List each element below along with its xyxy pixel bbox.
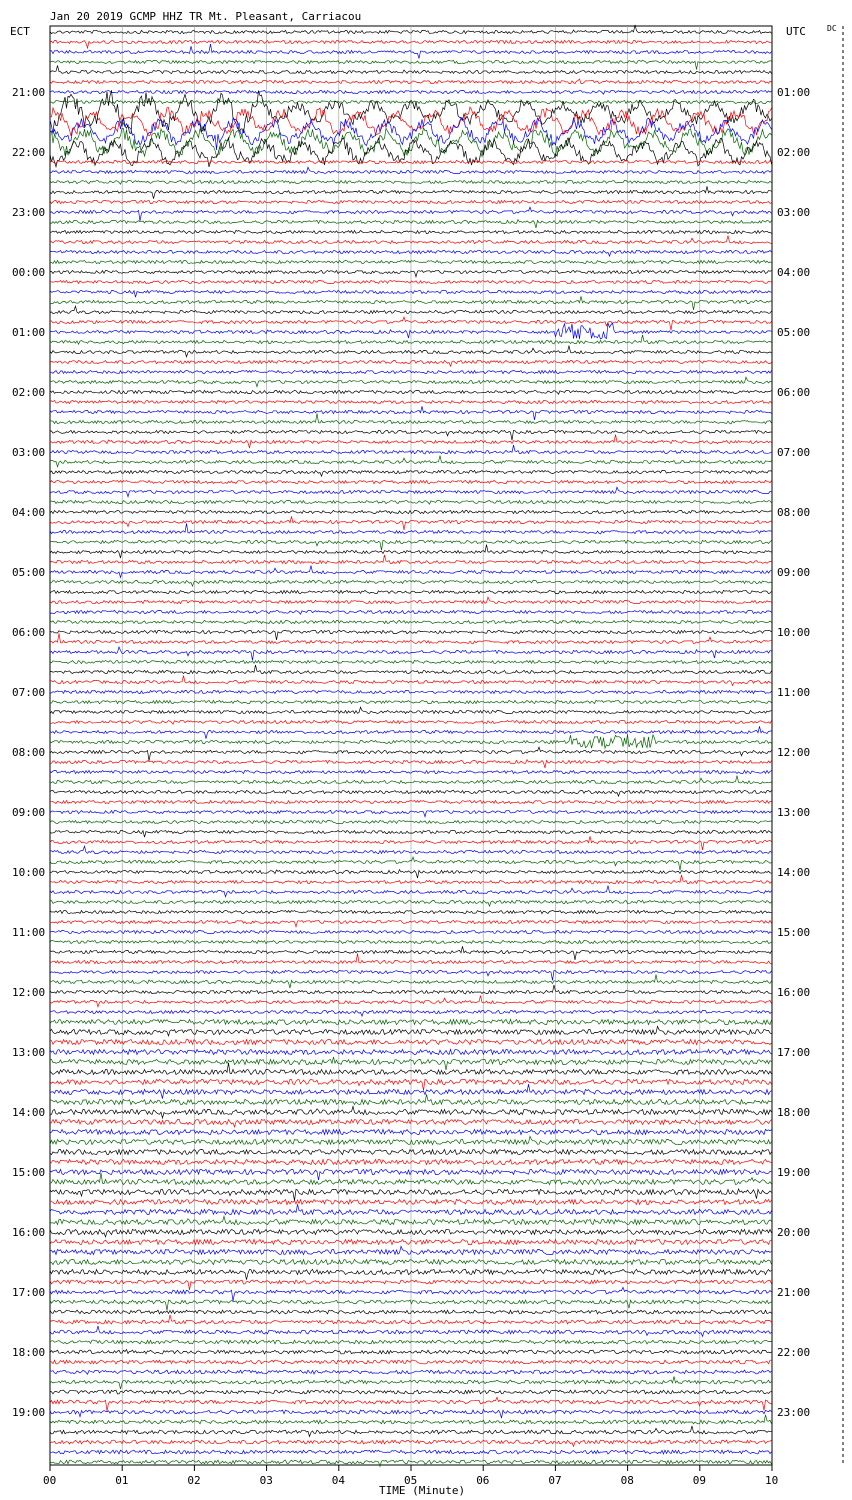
- left-hour-label: 23:00: [12, 206, 46, 219]
- left-hour-label: 05:00: [12, 566, 46, 579]
- right-hour-label: 09:00: [777, 566, 811, 579]
- left-hour-label: 00:00: [12, 266, 46, 279]
- left-hour-label: 18:00: [12, 1346, 46, 1359]
- left-hour-label: 15:00: [12, 1166, 46, 1179]
- left-hour-label: 08:00: [12, 746, 46, 759]
- right-hour-label: 11:00: [777, 686, 811, 699]
- right-hour-label: 20:00: [777, 1226, 811, 1239]
- right-hour-label: 04:00: [777, 266, 811, 279]
- right-timezone-label: UTC: [786, 25, 806, 38]
- right-hour-label: 18:00: [777, 1106, 811, 1119]
- right-hour-label: 13:00: [777, 806, 811, 819]
- x-tick-label: 08: [620, 1474, 634, 1487]
- x-tick-label: 04: [331, 1474, 346, 1487]
- left-hour-label: 19:00: [12, 1406, 46, 1419]
- x-axis-label: TIME (Minute): [379, 1484, 466, 1497]
- x-tick-label: 01: [115, 1474, 129, 1487]
- right-hour-label: 02:00: [777, 146, 811, 159]
- left-hour-label: 16:00: [12, 1226, 46, 1239]
- right-hour-label: 22:00: [777, 1346, 811, 1359]
- left-hour-label: 01:00: [12, 326, 46, 339]
- right-hour-label: 01:00: [777, 86, 811, 99]
- minute-gridlines: [122, 26, 700, 1465]
- left-hour-labels: [12, 86, 45, 1419]
- left-hour-label: 09:00: [12, 806, 46, 819]
- right-hour-label: 23:00: [777, 1406, 811, 1419]
- right-hour-labels: [777, 86, 810, 1419]
- dc-label: DC: [827, 24, 837, 33]
- x-tick-label: 07: [548, 1474, 562, 1487]
- x-tick-label: 10: [765, 1474, 779, 1487]
- right-hour-label: 08:00: [777, 506, 811, 519]
- right-hour-label: 06:00: [777, 386, 811, 399]
- left-hour-label: 13:00: [12, 1046, 46, 1059]
- chart-title: Jan 20 2019 GCMP HHZ TR Mt. Pleasant, Carriacou: [50, 10, 362, 23]
- right-hour-label: 21:00: [777, 1286, 811, 1299]
- left-hour-label: 11:00: [12, 926, 46, 939]
- left-hour-label: 17:00: [12, 1286, 46, 1299]
- right-hour-label: 03:00: [777, 206, 811, 219]
- right-hour-label: 12:00: [777, 746, 811, 759]
- left-hour-label: 02:00: [12, 386, 46, 399]
- left-hour-label: 14:00: [12, 1106, 46, 1119]
- right-hour-label: 14:00: [777, 866, 811, 879]
- x-tick-label: 00: [43, 1474, 57, 1487]
- left-hour-label: 07:00: [12, 686, 46, 699]
- x-tick-label: 03: [259, 1474, 273, 1487]
- right-hour-label: 10:00: [777, 626, 811, 639]
- left-hour-label: 22:00: [12, 146, 46, 159]
- x-tick-label: 06: [476, 1474, 490, 1487]
- left-hour-label: 21:00: [12, 86, 46, 99]
- x-tick-label: 05: [404, 1474, 418, 1487]
- right-hour-label: 15:00: [777, 926, 811, 939]
- x-tick-label: 09: [692, 1474, 707, 1487]
- left-hour-label: 04:00: [12, 506, 46, 519]
- left-timezone-label: ECT: [10, 25, 30, 38]
- right-hour-label: 19:00: [777, 1166, 811, 1179]
- right-hour-label: 17:00: [777, 1046, 811, 1059]
- left-hour-label: 10:00: [12, 866, 46, 879]
- x-tick-label: 02: [187, 1474, 201, 1487]
- right-hour-label: 16:00: [777, 986, 811, 999]
- left-hour-label: 06:00: [12, 626, 46, 639]
- left-hour-label: 12:00: [12, 986, 46, 999]
- right-hour-label: 05:00: [777, 326, 811, 339]
- left-hour-label: 03:00: [12, 446, 46, 459]
- right-hour-label: 07:00: [777, 446, 811, 459]
